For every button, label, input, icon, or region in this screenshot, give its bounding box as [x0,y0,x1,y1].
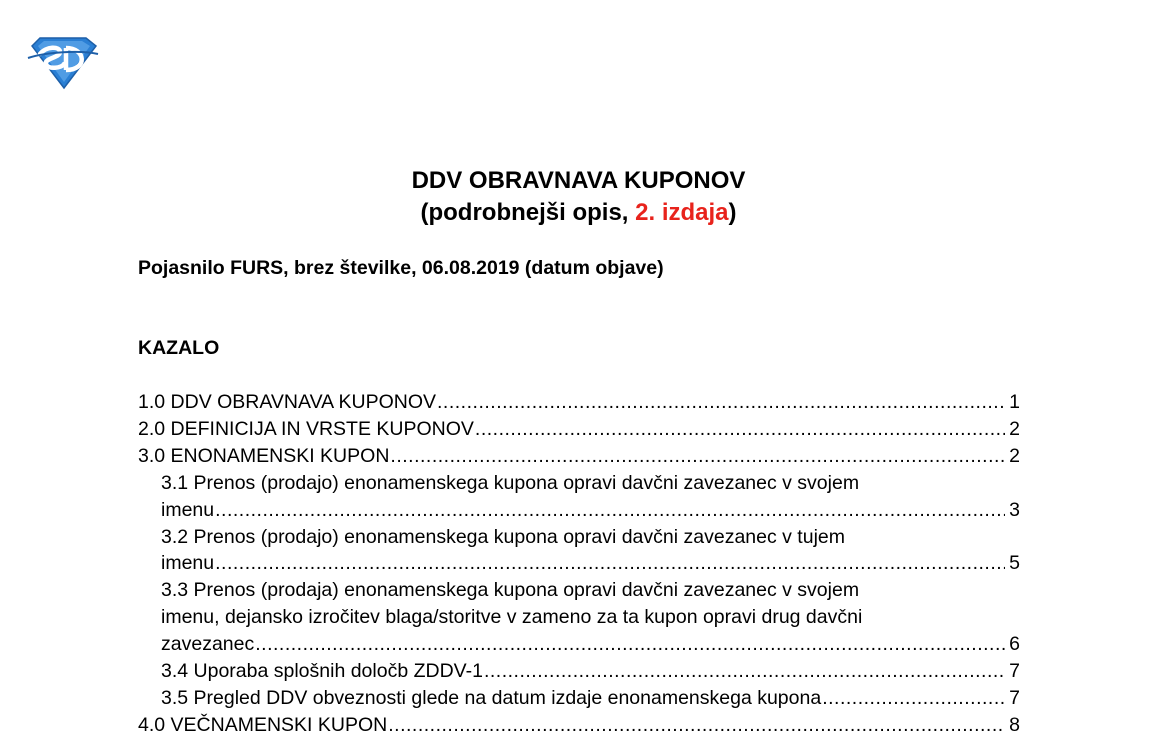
toc-entry-text-line: imenu, dejansko izročitev blaga/storitve v zameno za ta kupon opravi drug davčni [161,606,863,629]
toc-entry-row [138,389,1020,416]
edition-suffix: ) [728,199,737,226]
toc-page-number: 1 [1009,391,1020,413]
toc-entry-label: 4.0 VEČNAMENSKI KUPON [138,713,388,736]
toc-entry-label: zavezanec [161,633,255,656]
toc-entry-row [138,443,1020,470]
toc-entry[interactable] [138,416,1020,443]
document-subtitle: Pojasnilo FURS, brez številke, 06.08.2019 (datum objave) [138,257,664,279]
document-edition-line [0,198,1157,228]
toc-entry-row [161,631,1020,658]
toc-page-number: 8 [1009,713,1020,736]
toc-dot-leader [822,685,1005,712]
toc-page-number: 5 [1009,552,1020,575]
toc-entry-row [161,550,1020,577]
toc-entry-row [138,712,1020,739]
table-of-contents [138,389,1020,739]
toc-dot-leader [484,658,1005,685]
toc-entry[interactable] [138,443,1020,470]
toc-entry[interactable] [138,577,1020,658]
toc-entry-text-line: 3.3 Prenos (prodaja) enonamenskega kupona opravi davčni zavezanec v svojem [161,579,860,602]
toc-entry-label: imenu [161,498,215,521]
toc-page-number: 2 [1009,417,1020,440]
toc-entry[interactable] [138,524,1020,578]
toc-page-number: 7 [1009,686,1020,709]
toc-page-number: 6 [1009,633,1020,656]
toc-page-number: 2 [1009,444,1020,467]
toc-dot-leader [390,443,1005,470]
toc-heading: KAZALO [138,337,220,359]
toc-entry-label: 3.4 Uporaba splošnih določb ZDDV-1 [161,660,483,683]
toc-entry[interactable] [138,658,1020,685]
toc-dot-leader [215,497,1005,524]
toc-entry-text-line: 3.2 Prenos (prodajo) enonamenskega kupona opravi davčni zavezanec v tujem [161,525,845,548]
toc-dot-leader [388,712,1005,739]
toc-entry[interactable] [138,685,1020,712]
toc-dot-leader [437,389,1005,416]
toc-page-number: 7 [1009,660,1020,683]
toc-entry-row [161,497,1020,524]
edition-prefix: (podrobnejši opis, [420,199,636,226]
toc-dot-leader [255,631,1005,658]
toc-entry-text-line: 3.1 Prenos (prodajo) enonamenskega kupona opravi davčni zavezanec v svojem [161,471,860,494]
toc-entry-label: imenu [161,552,215,575]
logo-sd-diamond-icon [26,36,100,90]
toc-entry-label: 2.0 DEFINICIJA IN VRSTE KUPONOV [138,417,474,440]
toc-dot-leader [215,550,1005,577]
toc-entry[interactable] [138,389,1020,416]
toc-entry-row [161,685,1020,712]
edition-number: 2. izdaja [635,199,729,226]
toc-entry-row [161,658,1020,685]
document-title: DDV OBRAVNAVA KUPONOV [411,167,746,194]
toc-entry-label: 3.5 Pregled DDV obveznosti glede na datum izdaje enonamenskega kupona [161,686,822,709]
toc-entry-row [138,416,1020,443]
toc-page-number: 3 [1009,498,1020,521]
toc-dot-leader [475,416,1005,443]
toc-entry-label: 1.0 DDV OBRAVNAVA KUPONOV [138,391,437,413]
toc-entry[interactable] [138,712,1020,739]
toc-entry[interactable] [138,470,1020,524]
toc-entry-label: 3.0 ENONAMENSKI KUPON [138,444,390,467]
